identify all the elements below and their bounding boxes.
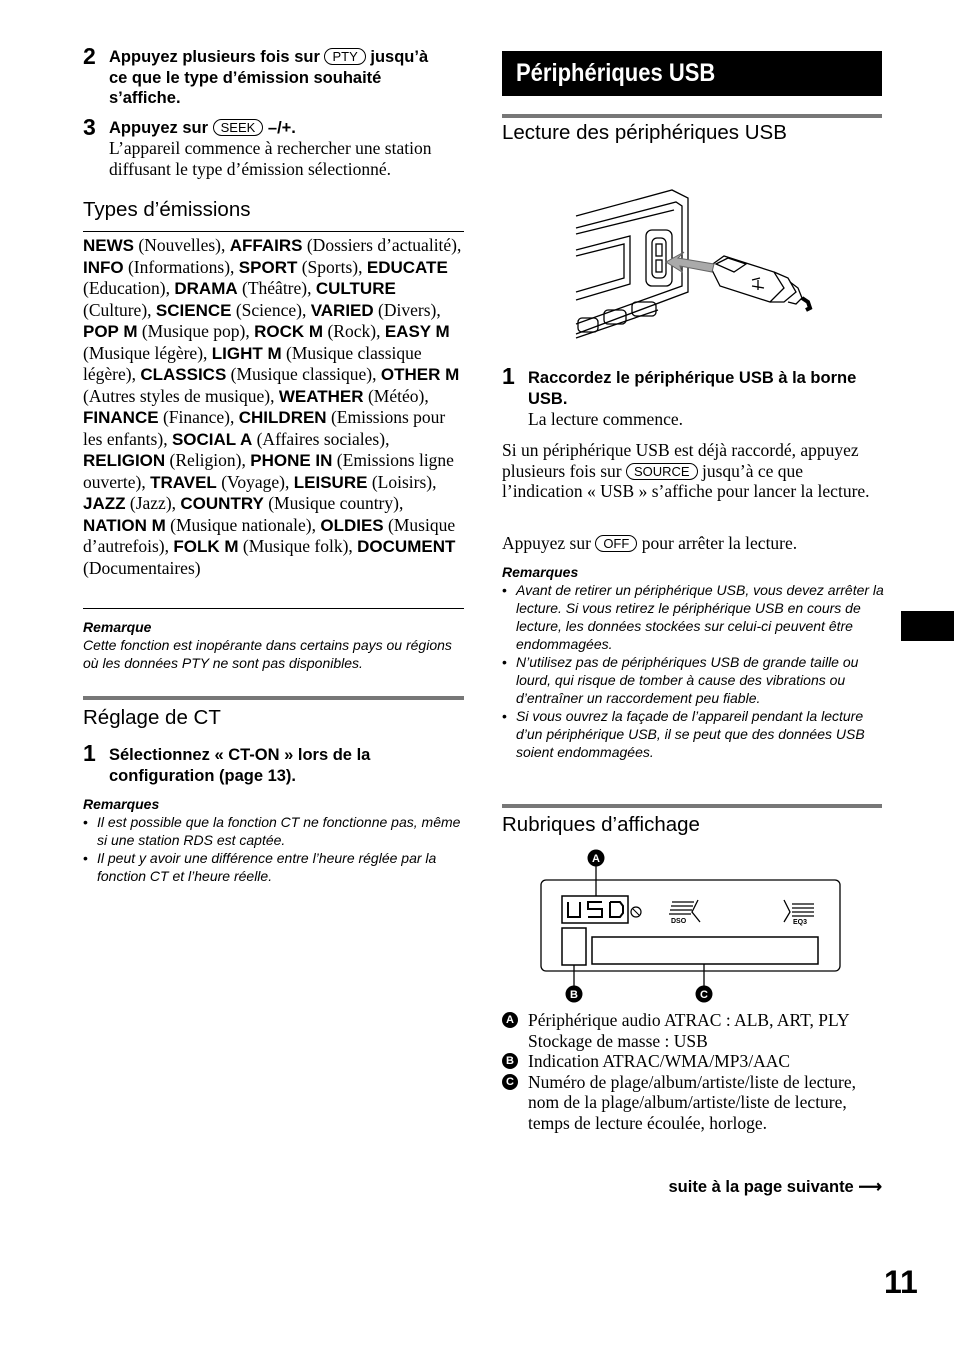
usb-para-source-before: Si un périphérique USB est déjà raccordé, appuyez plusieurs fois sur	[502, 440, 859, 481]
program-type-code: SOCIAL A	[171, 429, 253, 449]
remark-title: Remarque	[83, 619, 152, 635]
usb-para-off-after: pour arrêter la lecture.	[641, 533, 798, 553]
program-type-code: FOLK M	[173, 537, 239, 556]
types-heading: Types d’émissions	[83, 198, 251, 221]
legend-item-b	[502, 1051, 884, 1072]
program-type-description: (Emissions pour les enfants)	[83, 407, 446, 449]
program-type-code: RELIGION	[83, 451, 166, 470]
callout-c: C	[700, 989, 708, 1001]
program-type-description: (Théâtre)	[242, 278, 308, 298]
program-type-description: (Musique folk)	[242, 536, 349, 556]
program-type-code: ROCK M	[254, 322, 324, 341]
usb-para-off-before: Appuyez sur	[502, 533, 591, 553]
rubriques-section-rule	[502, 804, 882, 808]
remark-item: • Il est possible que la fonction CT ne fonctionne pas, même si une station RDS est captée.	[83, 813, 468, 849]
program-type-description: (Divers)	[378, 299, 437, 320]
usb-step-1-heading: Raccordez le périphérique USB à la borne USB.	[528, 369, 857, 408]
step-2-text-after: jusqu’à ce que le type d’émission souhaité s’affiche.	[109, 48, 429, 107]
legend-item-a	[502, 1010, 884, 1051]
program-type-description: (Musique classique légère)	[83, 342, 422, 384]
usb-step-1-body: La lecture commence.	[528, 409, 683, 429]
program-type-description: (Jazz)	[129, 493, 172, 513]
usb-banner-title: Périphériques USB	[516, 59, 716, 87]
step-2-number: 2	[83, 43, 96, 69]
step-3-text-before: Appuyez sur	[109, 119, 209, 137]
usb-para-source-after: jusqu’à ce que l’indication « USB » s’affiche pour lancer la lecture.	[502, 460, 870, 501]
arrow-right-icon: ⟶	[858, 1178, 882, 1196]
step-3-number: 3	[83, 114, 96, 140]
dso-label: DSO	[671, 918, 687, 925]
program-type-code: TRAVEL	[150, 472, 217, 492]
remarks-title: Remarques	[83, 796, 160, 812]
ct-heading: Réglage de CT	[83, 706, 221, 729]
program-type-code: JAZZ	[83, 494, 126, 513]
legend-c-line1: Numéro de plage/album/artiste/liste de lecture, nom de la plage/album/artiste/liste de lecture, temps de lecture écoulée, horloge.	[528, 1071, 857, 1133]
usb-remark-item: • N’utilisez pas de périphériques USB de grande taille ou lourd, qui risque de tomber à cause des vibrations ou d’entraîner un raccordement peu fiable.	[502, 653, 884, 707]
legend-item-c	[502, 1072, 884, 1134]
usb-banner	[502, 51, 882, 96]
usb-para-source	[502, 440, 884, 502]
program-type-description: (Religion)	[169, 450, 242, 470]
program-type-description: (Affaires sociales)	[256, 428, 386, 449]
remark-text: Cette fonction est inopérante dans certains pays ou régions où les données PTY ne sont pas disponibles.	[83, 637, 452, 671]
program-type-code: OTHER M	[380, 365, 460, 384]
rubriques-heading: Rubriques d’affichage	[502, 813, 700, 836]
program-type-description: (Science)	[235, 299, 302, 320]
program-type-description: (Sports)	[301, 256, 359, 277]
program-type-description: (Musique country)	[268, 493, 399, 513]
lecture-heading: Lecture des périphériques USB	[502, 121, 787, 144]
program-type-code: DRAMA	[174, 279, 238, 298]
program-type-code: CHILDREN	[238, 408, 327, 427]
step-3-body: L’appareil commence à rechercher une station diffusant le type d’émission sélectionné.	[109, 138, 432, 179]
program-type-description: (Dossiers d’actualité)	[306, 235, 458, 255]
program-type-code: EASY M	[384, 322, 450, 341]
program-type-code: DOCUMENT	[357, 537, 456, 556]
legend-a-line1: Périphérique audio ATRAC : ALB, ART, PLY	[528, 1010, 850, 1030]
program-type-description: (Finance)	[162, 407, 230, 427]
program-type-description: (Education)	[83, 278, 166, 298]
program-type-code: LEISURE	[293, 472, 368, 492]
legend-marker-a: A	[502, 1012, 518, 1028]
ct-step-number: 1	[83, 740, 96, 766]
step-3-heading	[109, 118, 449, 139]
program-type-code: INFO	[83, 257, 124, 277]
program-type-description: (Nouvelles)	[138, 235, 221, 255]
eq3-label: EQ3	[793, 919, 808, 926]
source-key: SOURCE	[626, 463, 698, 480]
usb-para-off	[502, 533, 884, 554]
program-type-code: WEATHER	[278, 386, 364, 406]
program-type-code: CULTURE	[315, 279, 396, 298]
program-type-code: COUNTRY	[180, 494, 264, 513]
program-type-code: SPORT	[238, 257, 298, 277]
program-type-description: (Musique pop)	[141, 321, 246, 341]
continued-text: suite à la page suivante	[668, 1178, 854, 1196]
program-type-code: OLDIES	[320, 515, 384, 535]
program-type-code: SCIENCE	[155, 300, 232, 320]
ct-step-heading: Sélectionnez « CT-ON » lors de la configuration (page 13).	[109, 746, 371, 785]
program-type-description: (Musique nationale)	[170, 514, 312, 535]
program-type-description: (Voyage)	[221, 471, 286, 492]
program-type-description: (Culture)	[83, 299, 148, 320]
program-type-code: NATION M	[83, 515, 166, 535]
side-tab	[901, 611, 954, 641]
program-type-code: EDUCATE	[366, 257, 448, 277]
legend-a-line2: Stockage de masse : USB	[528, 1030, 708, 1051]
legend-marker-b: B	[502, 1053, 518, 1069]
program-type-description: (Autres styles de musique)	[83, 385, 271, 406]
program-type-description: (Emissions ligne ouverte)	[83, 450, 454, 492]
program-type-description: (Informations)	[127, 256, 231, 277]
seek-key: SEEK	[213, 119, 264, 136]
program-types-list: NEWS (Nouvelles), AFFAIRS (Dossiers d’actualité), INFO (Informations), SPORT (Sports), EDUCATE (Education), DRAMA (Théâtre), CULTURE (Culture), SCIENCE (Science), VARIED (Divers), POP M (Musique pop), ROCK M (Rock), EASY M (Musique légère), LIGHT M (Musique classique légère), CLASSICS (Musique classique), OTHER M (Autres styles de musique), WEATHER (Météo), FINANCE (Finance), CHILDREN (Emissions pour les enfants), SOCIAL A (Affaires sociales), RELIGION (Religion), PHONE IN (Emissions ligne ouverte), TRAVEL (Voyage), LEISURE (Loisirs), JAZZ (Jazz), COUNTRY (Musique country), NATION M (Musique nationale), OLDIES (Musique d’autrefois), FOLK M (Musique folk), DOCUMENT (Documentaires)	[83, 235, 462, 578]
step-2-heading	[109, 47, 449, 109]
usb-step-1-number: 1	[502, 363, 515, 389]
program-type-code: NEWS	[83, 236, 134, 255]
program-type-code: CLASSICS	[140, 365, 227, 384]
program-type-description: (Rock)	[327, 321, 377, 341]
program-type-code: VARIED	[310, 300, 374, 320]
types-bottom-rule	[83, 608, 464, 609]
step-3-text-after: –/+.	[267, 119, 296, 137]
program-type-description: (Musique classique)	[230, 364, 373, 384]
page-number: 11	[884, 1264, 918, 1300]
program-type-code: FINANCE	[83, 408, 159, 427]
display-diagram	[540, 846, 844, 1006]
program-type-code: AFFAIRS	[229, 236, 303, 255]
step-2-text-before: Appuyez plusieurs fois sur	[109, 48, 320, 66]
program-type-description: (Musique d’autrefois)	[83, 514, 456, 556]
program-type-code: PHONE IN	[250, 451, 333, 470]
off-key: OFF	[595, 535, 637, 552]
legend-b-line1: Indication ATRAC/WMA/MP3/AAC	[528, 1051, 791, 1071]
continued-note	[669, 1177, 883, 1197]
remark-item: • Il peut y avoir une différence entre l’heure réglée par la fonction CT et l’heure réelle.	[83, 849, 468, 885]
callout-b: B	[570, 989, 578, 1001]
program-type-description: (Loisirs)	[371, 471, 433, 492]
program-type-description: (Documentaires)	[83, 557, 201, 578]
program-type-description: (Musique légère)	[83, 342, 204, 363]
usb-remarks-title: Remarques	[502, 564, 579, 580]
pty-key: PTY	[324, 48, 365, 65]
types-top-rule	[83, 231, 464, 232]
usb-remark-item: • Avant de retirer un périphérique USB, vous devez arrêter la lecture. Si vous retirez le périphérique USB en cours de lecture, les données stockées sur celui-ci peuvent être endommagées.	[502, 581, 884, 653]
remarks-ct	[83, 795, 468, 885]
program-type-code: LIGHT M	[211, 343, 282, 363]
remark-pty	[83, 618, 468, 672]
usb-remark-item: • Si vous ouvrez la façade de l’appareil pendant la lecture d’un périphérique USB, il se peut que des données USB soient endommagées.	[502, 707, 884, 761]
ct-section-rule	[83, 696, 464, 700]
callout-a: A	[592, 853, 600, 865]
program-type-description: (Météo)	[367, 385, 425, 406]
lecture-section-rule	[502, 114, 882, 118]
usb-connection-illustration	[574, 184, 818, 350]
legend-marker-c: C	[502, 1074, 518, 1090]
usb-remarks	[502, 563, 884, 761]
display-legend	[502, 1010, 884, 1133]
program-type-code: POP M	[83, 322, 138, 341]
